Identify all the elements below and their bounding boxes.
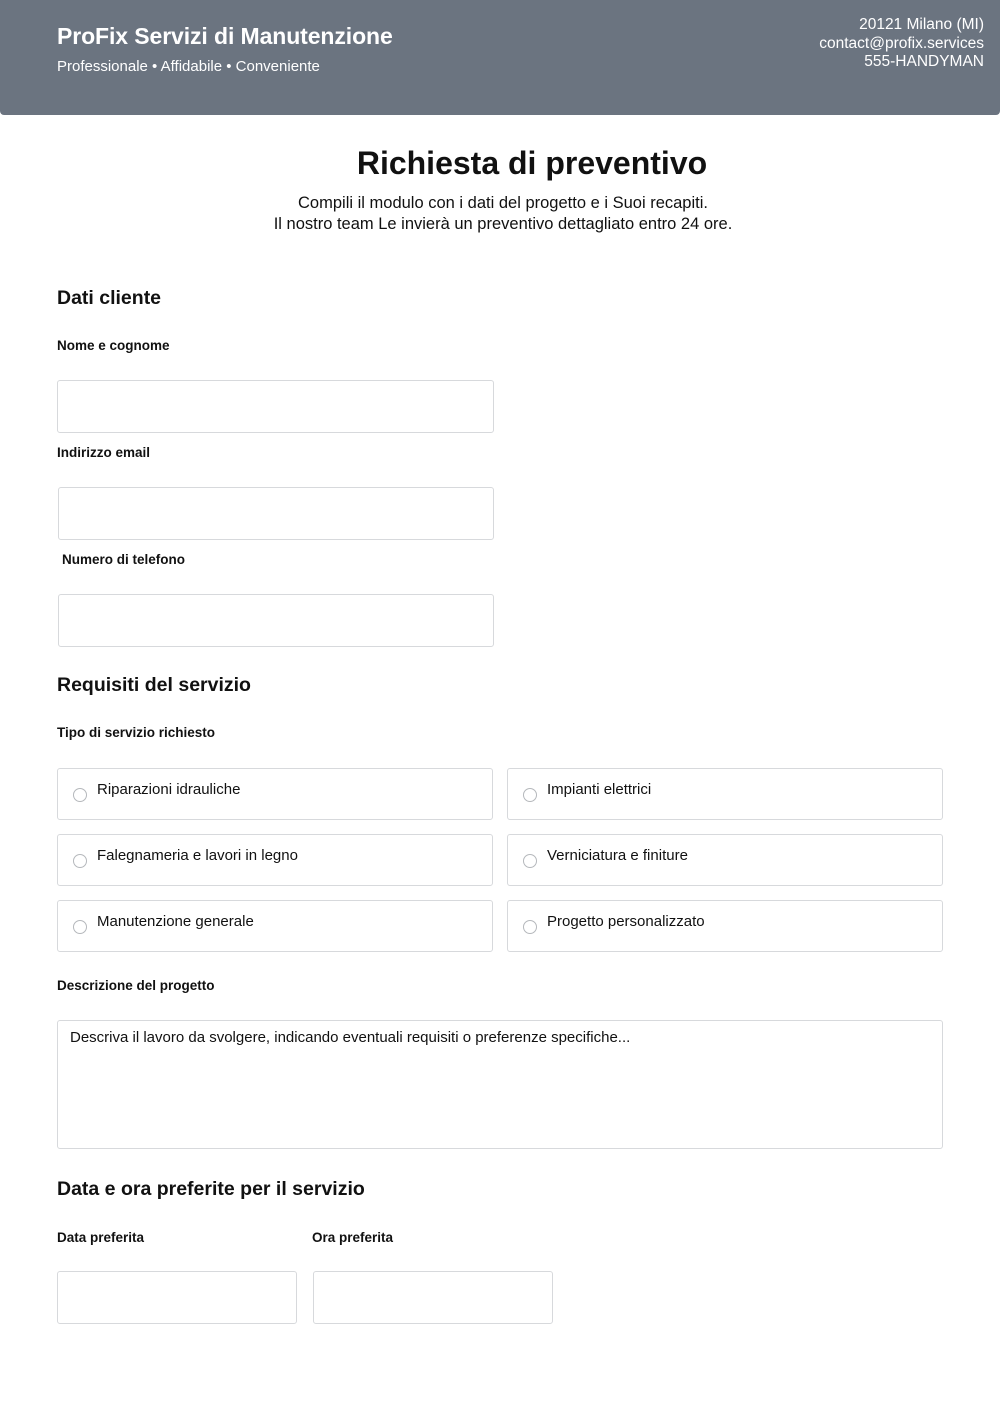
radio-circle-icon[interactable]	[523, 854, 537, 868]
time-input[interactable]	[313, 1271, 553, 1324]
radio-option-label: Manutenzione generale	[97, 913, 254, 930]
name-input[interactable]	[57, 380, 494, 433]
email-input[interactable]	[58, 487, 494, 540]
description-label: Descrizione del progetto	[57, 978, 215, 993]
radio-option-label: Progetto personalizzato	[547, 913, 705, 930]
company-tagline: Professionale • Affidabile • Conveniente	[57, 58, 320, 75]
intro-line-1: Compili il modulo con i dati del progetto e i Suoi recapiti.	[298, 194, 708, 212]
company-name: ProFix Servizi di Manutenzione	[57, 23, 393, 49]
date-input[interactable]	[57, 1271, 297, 1324]
radio-option-painting[interactable]	[507, 834, 943, 886]
section-title-schedule: Data e ora preferite per il servizio	[57, 1178, 365, 1200]
radio-option-electrical[interactable]	[507, 768, 943, 820]
date-label: Data preferita	[57, 1230, 145, 1245]
section-title-client: Dati cliente	[57, 287, 162, 309]
radio-option-general-maintenance[interactable]	[57, 900, 493, 952]
service-type-label: Tipo di servizio richiesto	[57, 725, 216, 740]
phone-input[interactable]	[58, 594, 494, 647]
radio-option-plumbing[interactable]	[57, 768, 493, 820]
contact-address: 20121 Milano (MI)	[859, 16, 984, 33]
name-label: Nome e cognome	[57, 338, 170, 353]
radio-circle-icon[interactable]	[73, 920, 87, 934]
radio-circle-icon[interactable]	[523, 788, 537, 802]
radio-circle-icon[interactable]	[523, 920, 537, 934]
time-label: Ora preferita	[312, 1230, 394, 1245]
intro-line-2: Il nostro team Le invierà un preventivo dettagliato entro 24 ore.	[273, 215, 733, 233]
radio-circle-icon[interactable]	[73, 788, 87, 802]
description-placeholder: Descriva il lavoro da svolgere, indicando eventuali requisiti o preferenze specifiche...	[70, 1029, 631, 1046]
section-title-service: Requisiti del servizio	[57, 674, 251, 696]
email-label: Indirizzo email	[57, 445, 151, 460]
page-intro	[0, 193, 1000, 235]
site-header	[0, 0, 1000, 115]
contact-phone[interactable]: 555-HANDYMAN	[864, 53, 984, 70]
page-title: Richiesta di preventivo	[356, 145, 708, 181]
contact-email[interactable]: contact@profix.services	[819, 34, 984, 52]
radio-option-label: Verniciatura e finiture	[547, 847, 688, 864]
radio-option-label: Falegnameria e lavori in legno	[97, 847, 298, 864]
description-textarea[interactable]	[57, 1020, 943, 1149]
radio-option-label: Impianti elettrici	[547, 781, 652, 798]
phone-label: Numero di telefono	[62, 552, 186, 567]
radio-option-carpentry[interactable]	[57, 834, 493, 886]
radio-circle-icon[interactable]	[73, 854, 87, 868]
contact-info	[819, 16, 984, 72]
radio-option-custom-project[interactable]	[507, 900, 943, 952]
radio-option-label: Riparazioni idrauliche	[97, 781, 241, 798]
